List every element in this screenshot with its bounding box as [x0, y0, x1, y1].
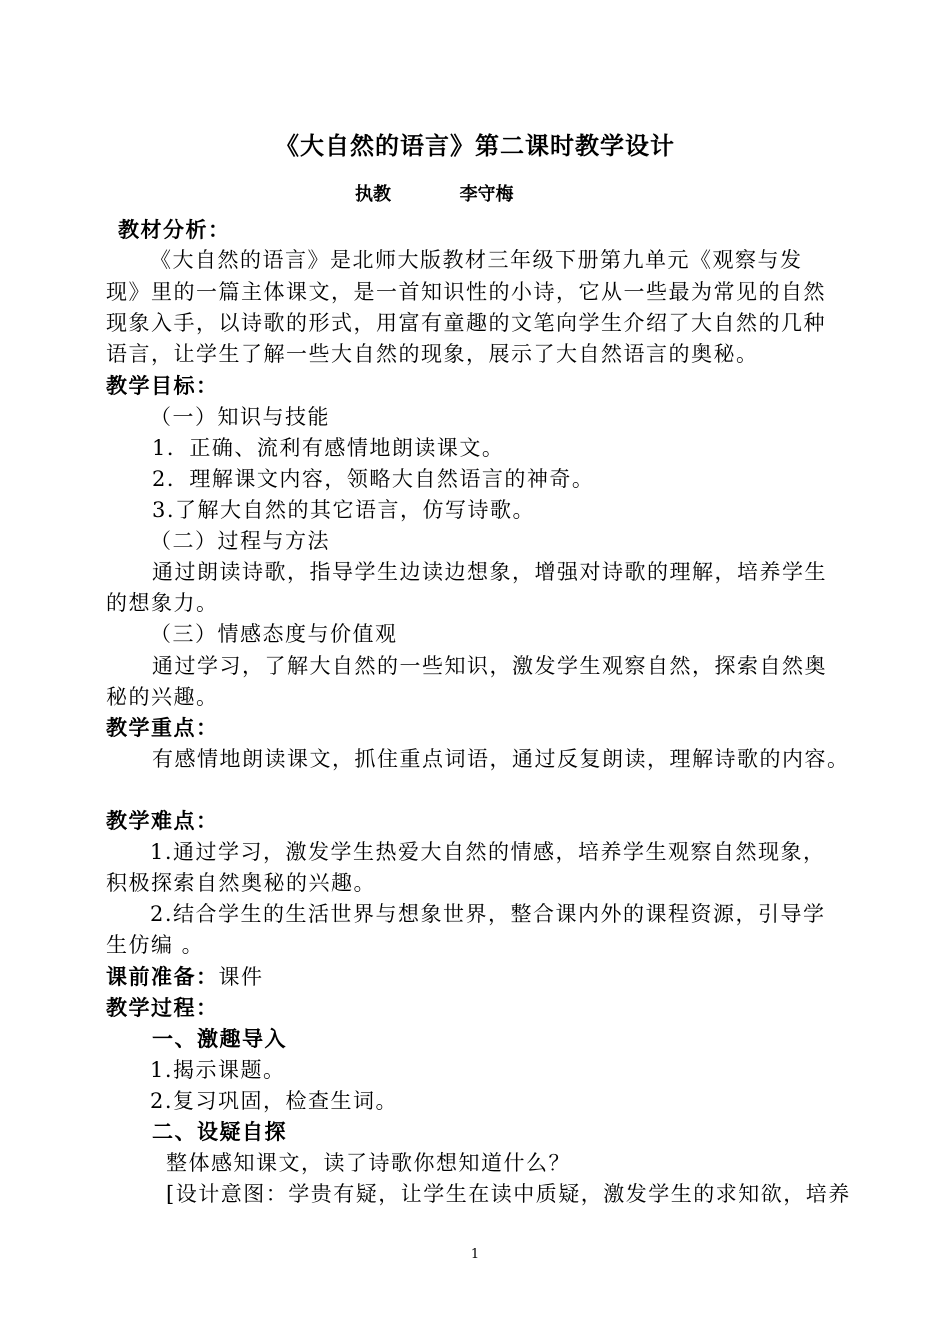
section-heading: 教学重点：: [106, 715, 219, 740]
section-heading: 课前准备：: [106, 964, 219, 989]
page-number: 1: [470, 1247, 480, 1262]
section-heading: 教学难点：: [106, 808, 219, 833]
subsection-heading: （二）过程与方法: [150, 529, 330, 553]
paragraph-line: 积极探索自然奥秘的兴趣。: [106, 871, 376, 895]
paragraph-line: 通过朗读诗歌，指导学生边读边想象，增强对诗歌的理解，培养学生: [152, 560, 827, 584]
list-item: 3.了解大自然的其它语言，仿写诗歌。: [152, 498, 536, 522]
step-heading: 一、激趣导入: [152, 1026, 287, 1051]
section-heading: 教学目标：: [106, 373, 219, 398]
paragraph-line: 有感情地朗读课文，抓住重点词语，通过反复朗读，理解诗歌的内容。: [152, 747, 850, 771]
prep-value: 课件: [218, 965, 264, 989]
list-item: 1.通过学习，激发学生热爱大自然的情感，培养学生观察自然现象，: [150, 840, 826, 864]
section-heading: 教材分析：: [118, 217, 231, 242]
list-item: 2.结合学生的生活世界与想象世界，整合课内外的课程资源，引导学: [150, 902, 826, 926]
author-name: 李守梅: [459, 184, 514, 205]
paragraph-line: [设计意图：学贵有疑，让学生在读中质疑，激发学生的求知欲，培养: [166, 1182, 851, 1206]
paragraph-line: 现》里的一篇主体课文，是一首知识性的小诗，它从一些最为常见的自然: [106, 280, 826, 304]
paragraph-line: 《大自然的语言》是北师大版教材三年级下册第九单元《观察与发: [150, 248, 803, 272]
step-heading: 二、设疑自探: [152, 1119, 287, 1144]
paragraph-line: 语言，让学生了解一些大自然的现象，展示了大自然语言的奥秘。: [106, 342, 759, 366]
page-title: 《大自然的语言》第二课时教学设计: [275, 131, 675, 160]
list-item: 2.复习巩固，检查生词。: [150, 1089, 399, 1113]
list-item: 2．理解课文内容，领略大自然语言的神奇。: [152, 467, 595, 491]
author-label: 执教: [355, 184, 391, 205]
paragraph-line: 秘的兴趣。: [106, 685, 219, 709]
subsection-heading: （三）情感态度与价值观: [150, 622, 398, 646]
paragraph-line: 生仿编 。: [106, 933, 205, 957]
paragraph-line: 的想象力。: [106, 591, 219, 615]
paragraph-line: 通过学习，了解大自然的一些知识，激发学生观察自然，探索自然奥: [152, 654, 827, 678]
author-line: [355, 180, 514, 206]
list-item: 1.揭示课题。: [150, 1058, 286, 1082]
list-item: 1．正确、流利有感情地朗读课文。: [152, 436, 505, 460]
paragraph-line: 整体感知课文，读了诗歌你想知道什么？: [166, 1151, 571, 1175]
paragraph-line: 现象入手，以诗歌的形式，用富有童趣的文笔向学生介绍了大自然的几种: [106, 311, 826, 335]
section-heading: 教学过程：: [106, 995, 219, 1020]
subsection-heading: （一）知识与技能: [150, 405, 330, 429]
prep-line: [106, 963, 264, 991]
